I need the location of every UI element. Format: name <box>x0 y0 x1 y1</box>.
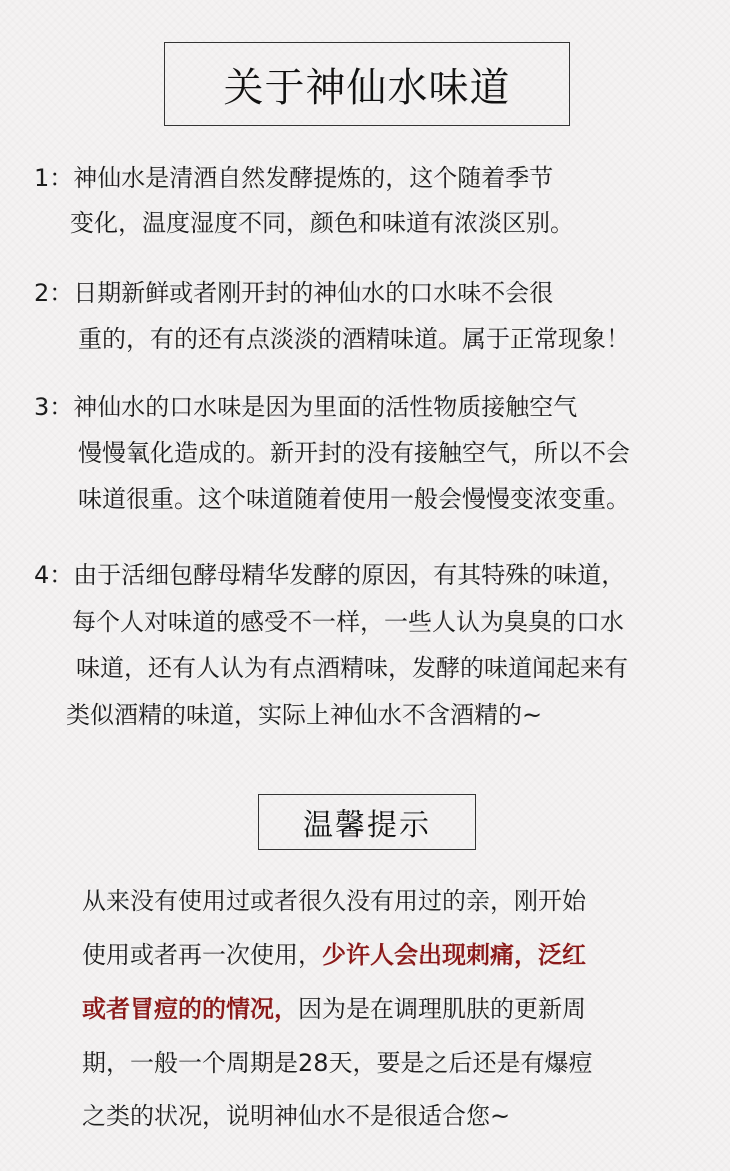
item-2-line-2: 重的，有的还有点淡淡的酒精味道。属于正常现象！ <box>78 325 630 353</box>
item-1-line-2: 变化，温度湿度不同，颜色和味道有浓淡区别。 <box>70 209 574 237</box>
item-4-line-1: 4：由于活细包酵母精华发酵的原因，有其特殊的味道， <box>34 561 626 589</box>
tip-line-2-highlight: 少许人会出现刺痛，泛红 <box>322 941 586 969</box>
item-4-line-4: 类似酒精的味道，实际上神仙水不含酒精的~ <box>66 701 543 729</box>
section-title: 关于神仙水味道 <box>223 64 511 111</box>
tip-line-5: 之类的状况，说明神仙水不是很适合您~ <box>82 1102 511 1130</box>
item-4-line-3: 味道，还有人认为有点酒精味，发酵的味道闻起来有 <box>76 654 628 682</box>
tip-line-2 <box>82 940 586 970</box>
tip-line-2-normal: 使用或者再一次使用， <box>82 941 322 969</box>
tip-line-3 <box>82 994 586 1024</box>
item-3-line-3: 味道很重。这个味道随着使用一般会慢慢变浓变重。 <box>78 485 630 513</box>
section-title-box <box>164 42 570 126</box>
item-2-line-1: 2：日期新鲜或者刚开封的神仙水的口水味不会很 <box>34 279 554 307</box>
tip-title-box <box>258 794 476 850</box>
tip-title: 温馨提示 <box>303 808 431 843</box>
tip-line-4: 期，一般一个周期是28天，要是之后还是有爆痘 <box>82 1049 593 1077</box>
item-3-line-1: 3：神仙水的口水味是因为里面的活性物质接触空气 <box>34 393 578 421</box>
item-4-line-2: 每个人对味道的感受不一样，一些人认为臭臭的口水 <box>72 608 624 636</box>
tip-line-1: 从来没有使用过或者很久没有用过的亲，刚开始 <box>82 887 586 915</box>
item-3-line-2: 慢慢氧化造成的。新开封的没有接触空气，所以不会 <box>78 439 630 467</box>
tip-line-3-highlight: 或者冒痘的的情况， <box>82 995 298 1023</box>
item-1-line-1: 1：神仙水是清酒自然发酵提炼的，这个随着季节 <box>34 164 554 192</box>
tip-line-3-normal: 因为是在调理肌肤的更新周 <box>298 995 586 1023</box>
